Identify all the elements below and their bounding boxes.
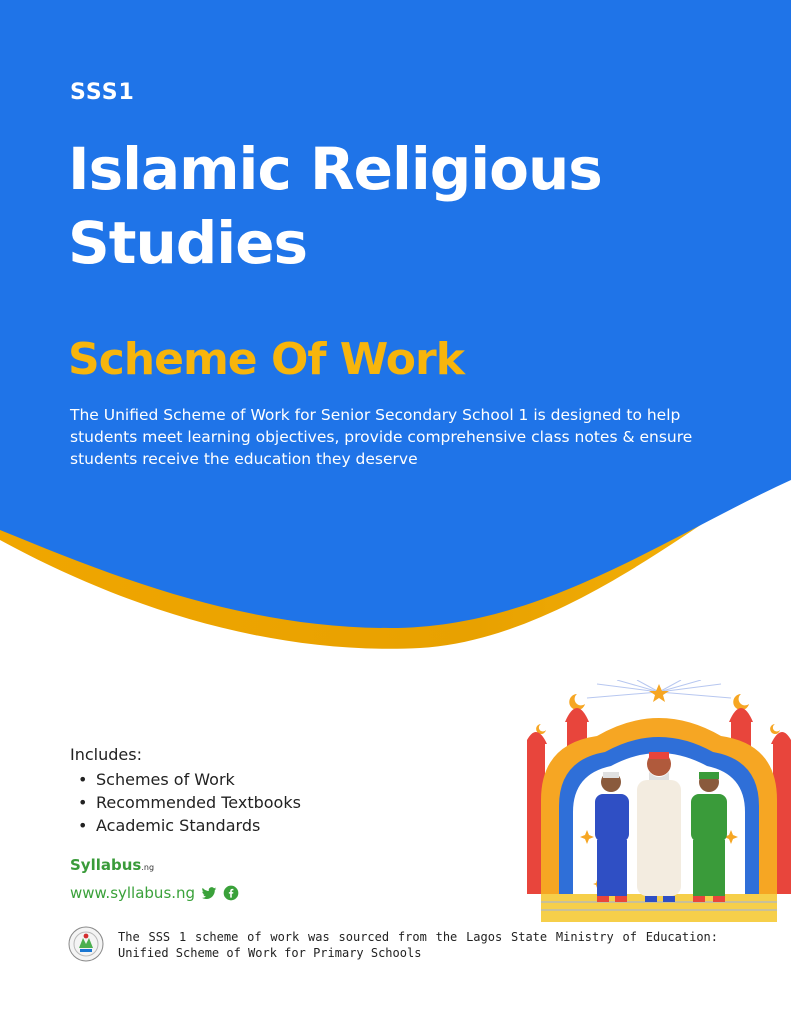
ministry-seal-icon bbox=[68, 926, 104, 962]
page-subtitle: Scheme Of Work bbox=[68, 334, 464, 385]
includes-heading: Includes: bbox=[70, 745, 142, 764]
grade-label: SSS1 bbox=[70, 80, 135, 105]
logo-text: Syllabus bbox=[70, 856, 142, 874]
list-item: • Academic Standards bbox=[78, 814, 301, 837]
list-item: • Schemes of Work bbox=[78, 768, 301, 791]
website-row bbox=[70, 884, 239, 902]
description-text: The Unified Scheme of Work for Senior Secondary School 1 is designed to help students meet learning objectives, provide comprehensive class notes & ensure students receive the education they deserve bbox=[70, 406, 693, 468]
list-item: • Recommended Textbooks bbox=[78, 791, 301, 814]
source-note: The SSS 1 scheme of work was sourced from the Lagos State Ministry of Education: Unified Scheme of Work for Primary Schools bbox=[118, 930, 718, 960]
page-title: Islamic Religious Studies bbox=[68, 135, 602, 277]
facebook-icon[interactable] bbox=[223, 885, 239, 901]
logo-suffix: .ng bbox=[141, 863, 155, 872]
twitter-icon[interactable] bbox=[201, 885, 217, 901]
syllabus-logo[interactable] bbox=[70, 856, 154, 874]
mosque-illustration bbox=[527, 680, 791, 922]
website-link[interactable]: www.syllabus.ng bbox=[70, 884, 196, 902]
includes-list bbox=[78, 768, 301, 837]
